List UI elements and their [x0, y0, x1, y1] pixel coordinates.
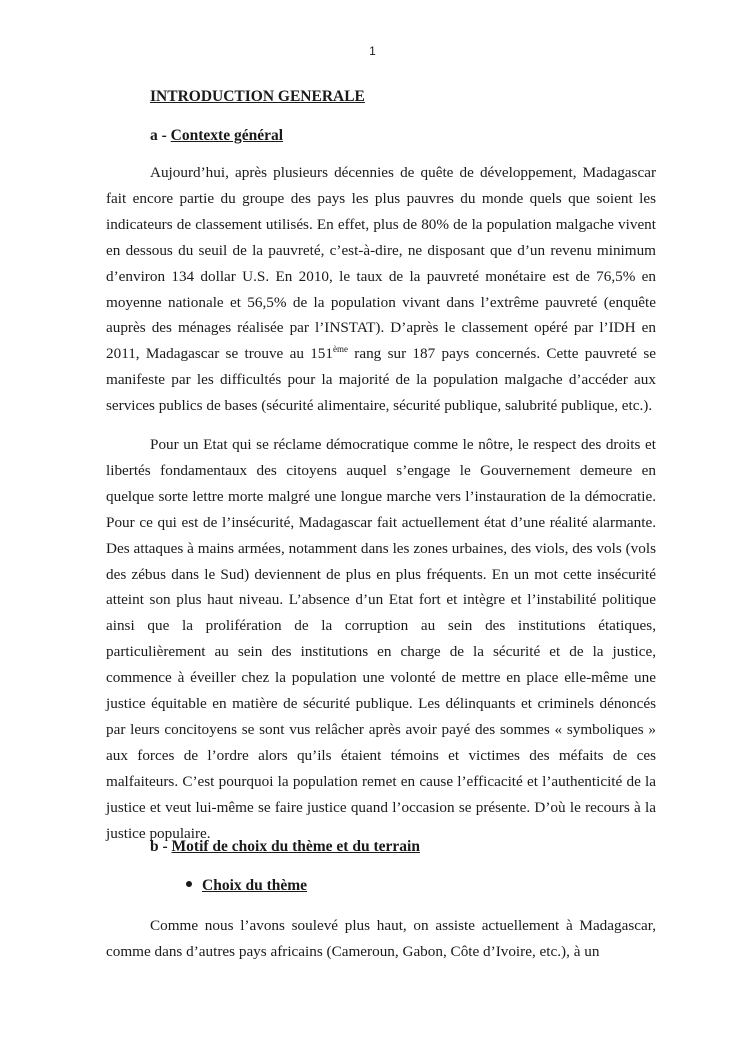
subsection-title-motif: Motif de choix du thème et du terrain [171, 838, 420, 855]
subsection-prefix-b: b - [150, 838, 172, 855]
introduction-title: INTRODUCTION GENERALE [150, 88, 365, 105]
subsection-title-context: Contexte général [170, 127, 284, 144]
subsection-heading-context [150, 127, 283, 145]
paragraph-insecurity: Pour un Etat qui se réclame démocratique comme le nôtre, le respect des droits et libertés fondamentaux des citoyens auquel s’engage le Gouvernement demeure en quelque sorte lettre morte malgré une longue marche vers l’instauration de la démocratie. Pour ce qui est de l’insécurité, Madagascar fait actuellement état d’une réalité alarmante. Des attaques à mains armées, notamment dans les zones urbaines, des viols, des vols (vols des zébus dans le Sud) deviennent de plus en plus fréquents. En un mot cette insécurité atteint son plus haut niveau. L’absence d’un Etat fort et intègre et l’instabilité politique ainsi que la prolifération de la corruption au sein des institutions étatiques, particulièrement au sein des institutions en charge de la sécurité et de la justice, commence à éveiller chez la population une volonté de mettre en place elle-même une justice équitable en matière de sécurité publique. Les délinquants et criminels dénoncés par leurs concitoyens se sont vus relâcher après avoir payé des sommes « symboliques » aux forces de l’ordre alors qu’ils étaient témoins et victimes des méfaits de ces malfaiteurs. C’est pourquoi la population remet en cause l’efficacité et l’authenticité de la justice et veut lui-même se faire justice quand l’occasion se présente. D’où le recours à la justice populaire. [106, 436, 656, 842]
subsection-heading-motif [150, 838, 420, 856]
ordinal-superscript: ème [333, 344, 348, 355]
paragraph-context-part2: rang sur 187 pays concernés. Cette pauvreté se manifeste par les difficultés pour la majorité de la population malgache d’accéder aux services publics de bases (sécurité alimentaire, sécurité publique, salubrité publique, etc.). [106, 345, 656, 415]
section-heading-introduction [150, 88, 365, 106]
bullet-icon [186, 881, 192, 887]
paragraph-context [106, 160, 656, 419]
paragraph-context-part1: Aujourd’hui, après plusieurs décennies de quête de développement, Madagascar fait encore partie du groupe des pays les plus pauvres du monde quels que soient les indicateurs de classement utilisés. En effet, plus de 80% de la population malgache vivent en dessous du seuil de la pauvreté, c’est-à-dire, ne disposant que d’un revenu minimum d’environ 134 dollar U.S. En 2010, le taux de la pauvreté monétaire est de 76,5% en moyenne nationale et 56,5% de la population vivant dans l’extrême pauvreté (enquête auprès des ménages réalisée par l’INSTAT). D’après le classement opéré par l’IDH en 2011, Madagascar se trouve au 151 [106, 164, 656, 363]
subsection-prefix-a: a - [150, 127, 171, 144]
bullet-heading-theme [186, 877, 307, 895]
page-number: 1 [369, 44, 376, 58]
paragraph-theme: Comme nous l’avons soulevé plus haut, on assiste actuellement à Madagascar, comme dans d’autres pays africains (Cameroun, Gabon, Côte d’Ivoire, etc.), à un [106, 917, 656, 960]
bullet-title-theme: Choix du thème [202, 877, 308, 894]
